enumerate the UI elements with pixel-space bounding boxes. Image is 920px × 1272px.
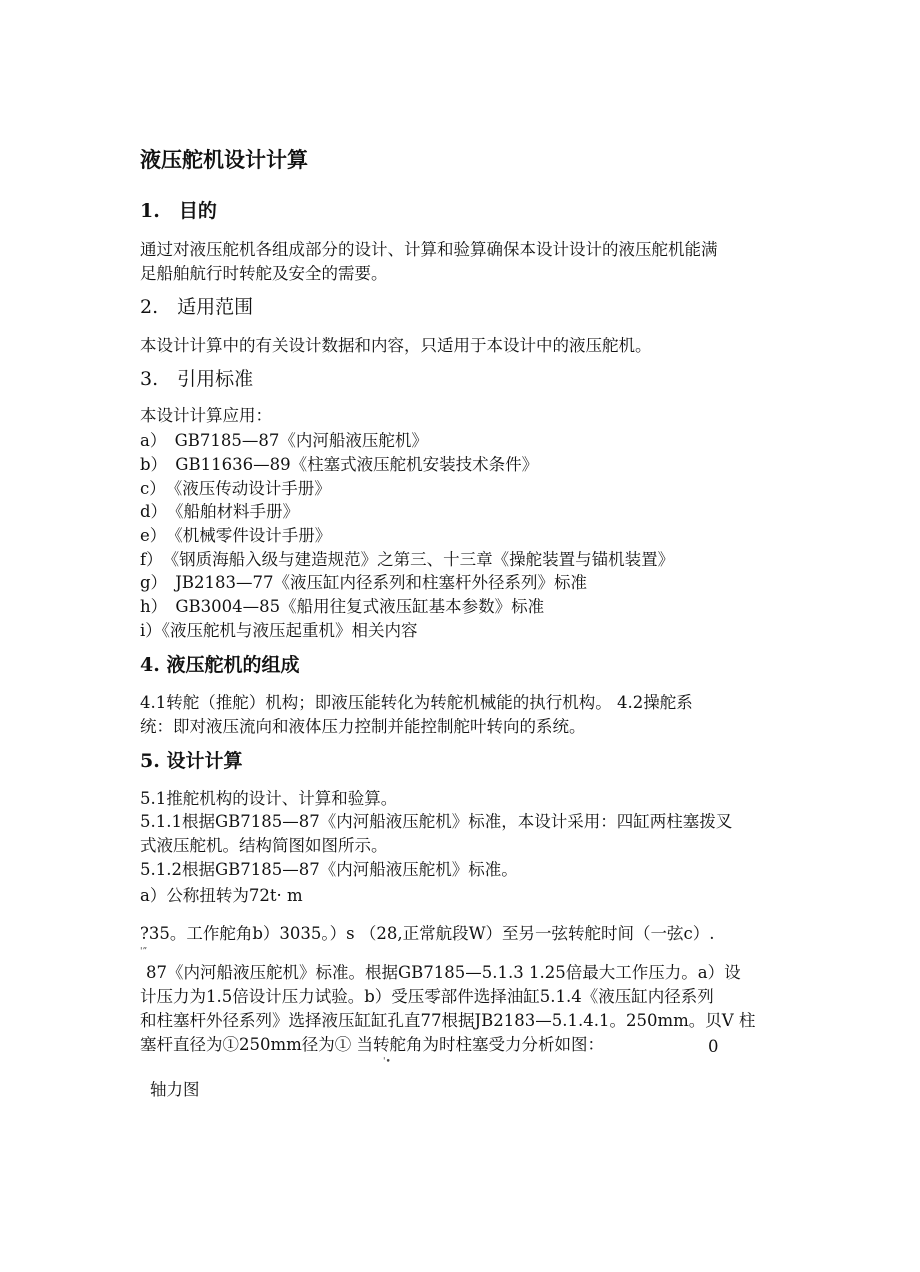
section-5-line-2: 5.1.1根据GB7185—87《内河船液压舵机》标准，本设计采用：四缸两柱塞拨叉 [140,812,733,831]
section-3-intro: 本设计计算应用： [140,406,272,425]
section-2-line-1: 本设计计算中的有关设计数据和内容，只适用于本设计中的液压舵机。 [140,336,652,355]
standard-item-e: e） 《机械零件设计手册》 [140,526,332,545]
section-5-line-3: 式液压舵机。结构简图如图所示。 [140,836,388,855]
standard-item-h: h） GB3004—85《船用往复式液压缸基本参数》标准 [140,597,545,616]
section-1-heading: 1. 目的 [140,200,217,222]
section-5-line-9: 和柱塞杆外径系列》选择液压缸缸孔直77根据JB2183—5.1.4.1。250mm。贝V 柱 [140,1011,756,1030]
standard-item-d: d） 《船舶材料手册》 [140,502,300,521]
section-1-line-2: 足船舶航行时转舵及安全的需要。 [140,264,388,283]
standard-item-c: c） 《液压传动设计手册》 [140,479,331,498]
section-5-line-4: 5.1.2根据GB7185—87《内河船液压舵机》标准。 [140,860,518,879]
section-3-heading: 3. 引用标准 [140,368,254,390]
zero-label: 0 [708,1037,719,1056]
section-5-line-8: 计压力为1.5倍设计压力试验。b）受压零部件选择油缸5.1.4《液压缸内径系列 [140,987,714,1006]
section-4-line-1: 4.1转舵（推舵）机构；即液压能转化为转舵机械能的执行机构。 4.2操舵系 [140,693,693,712]
section-5-line-7: 87《内河船液压舵机》标准。根据GB7185—5.1.3 1.25倍最大工作压力。a）设 [146,963,741,982]
section-4-heading: 4. 液压舵机的组成 [140,654,300,676]
section-5-line-5: a）公称扭转为72t· m [140,886,303,905]
section-1-line-1: 通过对液压舵机各组成部分的设计、计算和验算确保本设计设计的液压舵机能满 [140,240,718,259]
standard-item-i: i）《液压舵机与液压起重机》相关内容 [140,621,418,640]
section-5-line-6: ?35。工作舵角b）3035。）s （28,正常航段W）至另一弦转舵时间（一弦c）. [140,924,715,943]
axial-force-diagram-label: 轴力图 [150,1080,200,1099]
standard-item-f: f） 《钢质海船入级与建造规范》之第三、十三章《操舵装置与锚机装置》 [140,550,675,569]
standard-item-a: a） GB7185—87《内河船液压舵机》 [140,431,428,450]
section-5-line-10: 塞杆直径为①250mm径为① 当转舵角为时柱塞受力分析如图： [140,1035,605,1054]
stray-mark-1: '” [140,947,148,957]
standard-item-g: g） JB2183—77《液压缸内径系列和柱塞杆外径系列》标准 [140,573,588,592]
section-4-line-2: 统：即对液压流向和液体压力控制并能控制舵叶转向的系统。 [140,717,586,736]
section-5-line-1: 5.1推舵机构的设计、计算和验算。 [140,789,398,808]
stray-mark-2: '• [383,1057,391,1067]
section-5-heading: 5. 设计计算 [140,750,243,772]
page-title: 液压舵机设计计算 [140,147,308,172]
section-2-heading: 2. 适用范围 [140,296,254,318]
standard-item-b: b） GB11636—89《柱塞式液压舵机安装技术条件》 [140,455,539,474]
